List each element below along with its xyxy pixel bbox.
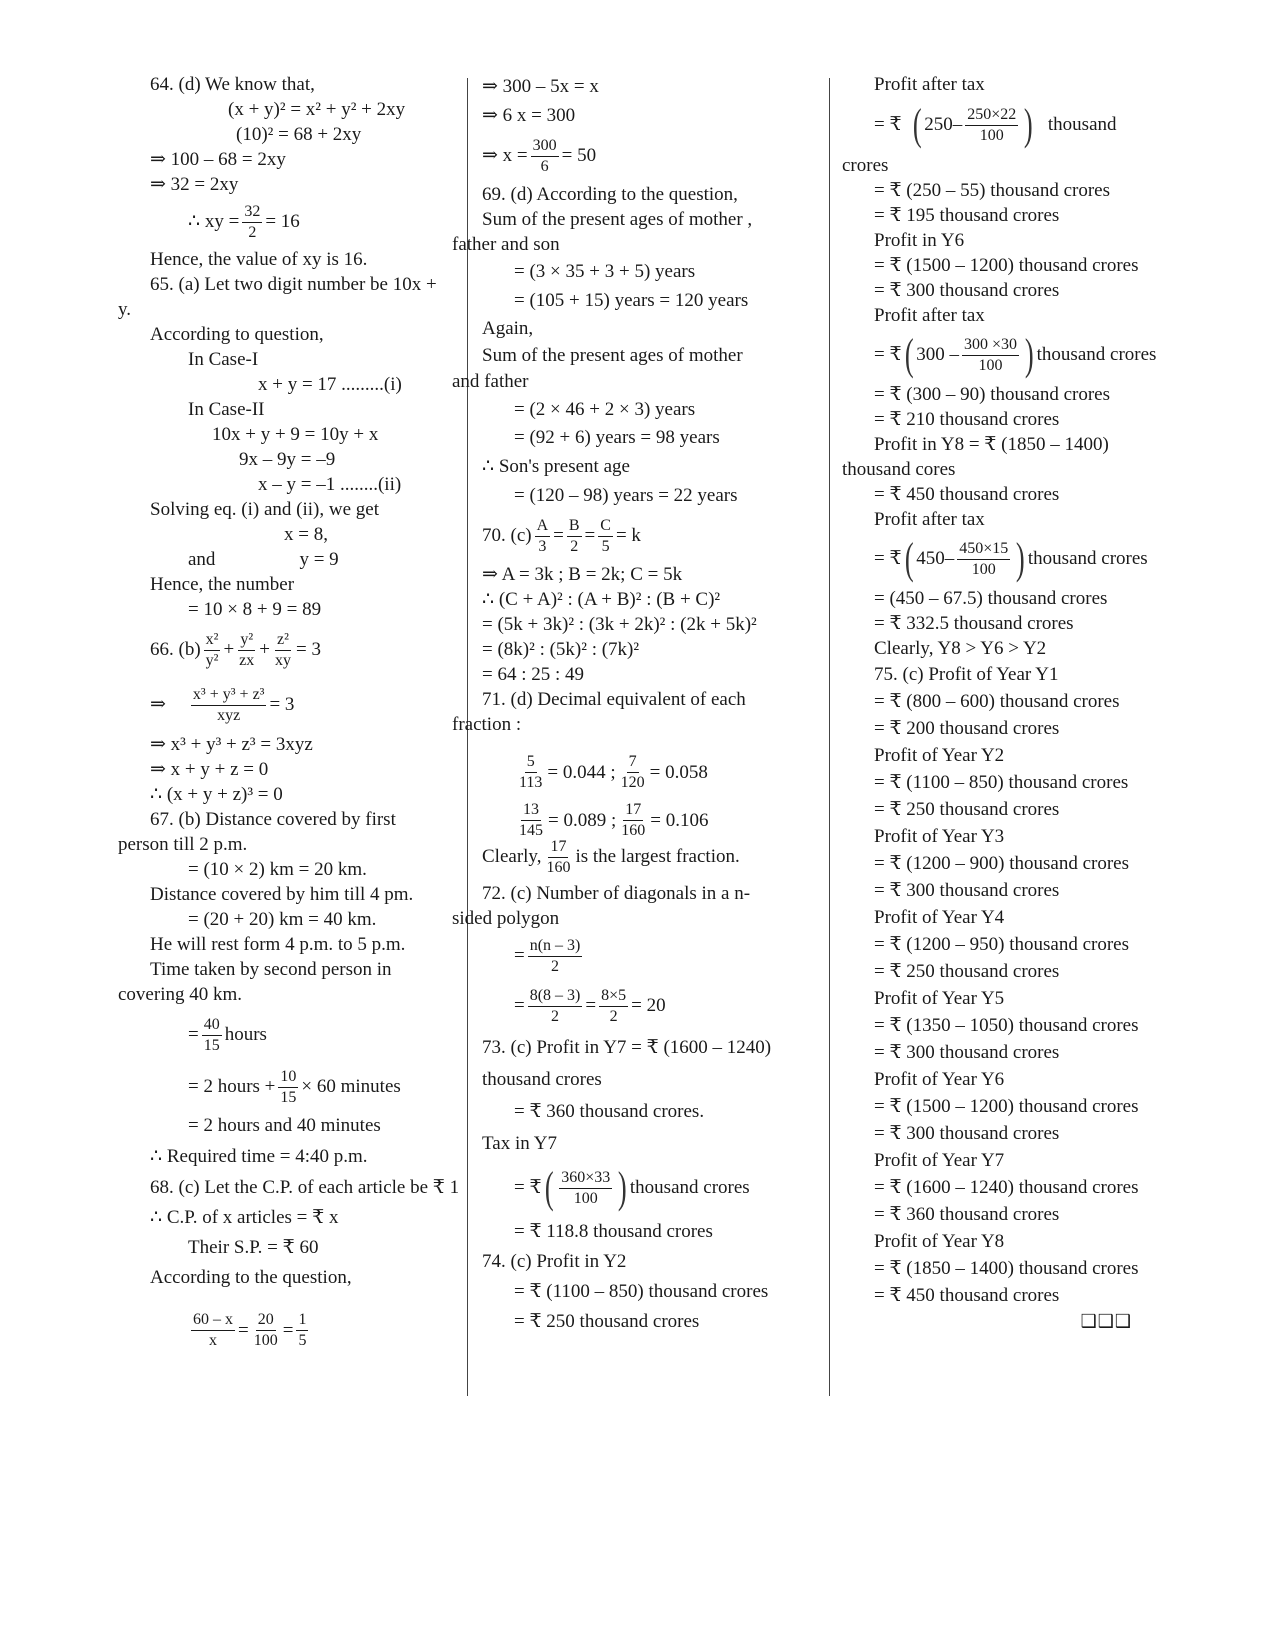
q74-step: = ₹ (1100 – 850) thousand crores	[514, 1281, 769, 1302]
q69-step: = (2 × 46 + 2 × 3) years	[514, 399, 696, 420]
q65-equation: 10x + y + 9 = 10y + x	[212, 424, 379, 445]
q66-step	[118, 678, 440, 732]
conclusion: Clearly, Y8 > Y6 > Y2	[874, 638, 1047, 659]
q67-conclusion: ∴ Required time = 4:40 p.m.	[150, 1146, 368, 1167]
denominator: x	[209, 1332, 217, 1349]
unit: hours	[224, 1024, 267, 1045]
step: = ₹ 210 thousand crores	[874, 409, 1060, 430]
and-label: and	[188, 549, 216, 570]
column-3	[842, 72, 1172, 1334]
q68-result	[482, 130, 822, 182]
q67-heading-cont: person till 2 p.m.	[118, 834, 248, 855]
year-profit-value: = ₹ 250 thousand crores	[874, 961, 1060, 982]
numerator: 1	[296, 1310, 308, 1331]
column-1	[118, 72, 460, 1349]
q64-conclusion: Hence, the value of xy is 16.	[150, 249, 368, 270]
right-paren-icon: )	[618, 1163, 627, 1212]
fraction	[191, 685, 267, 726]
fraction	[202, 1015, 222, 1056]
year-profit-calc: = ₹ (1350 – 1050) thousand crores	[874, 1015, 1139, 1036]
fraction	[528, 986, 583, 1027]
rupee-equals: = ₹	[874, 114, 902, 135]
q74-step: = ₹ 250 thousand crores	[514, 1311, 700, 1332]
q65-step: = 10 × 8 + 9 = 89	[188, 599, 322, 620]
equals: =	[514, 995, 525, 1016]
fraction	[957, 539, 1010, 580]
column-2	[452, 72, 822, 1337]
numerator: 300 ×30	[962, 335, 1019, 356]
q66-label: 66. (b)	[150, 639, 201, 660]
q75-heading: 75. (c) Profit of Year Y1	[874, 664, 1059, 685]
equals: =	[553, 525, 564, 546]
step: = ₹ 300 thousand crores	[874, 280, 1060, 301]
q69-step: Again,	[482, 318, 534, 339]
base-value: 450–	[916, 548, 955, 569]
denominator: 2	[551, 957, 560, 975]
q71-heading: 71. (d) Decimal equivalent of each	[482, 689, 746, 710]
q64-result	[118, 197, 440, 247]
year-profit-value: = ₹ 450 thousand crores	[874, 1285, 1060, 1306]
q69-step: = (105 + 15) years = 120 years	[514, 290, 749, 311]
numerator: 13	[521, 800, 541, 821]
denominator: 5	[298, 1332, 307, 1349]
q65-step: Solving eq. (i) and (ii), we get	[150, 499, 380, 520]
year-profit-value: = ₹ 200 thousand crores	[874, 718, 1060, 739]
clearly-label: Clearly,	[482, 846, 542, 867]
step: = ₹ (300 – 90) thousand crores	[874, 384, 1110, 405]
denominator: 15	[280, 1088, 297, 1106]
end-of-section-icon: ❑❑❑	[1080, 1311, 1132, 1332]
year-profit-label: Profit of Year Y8	[874, 1231, 1005, 1252]
q66-equals: = 3	[269, 694, 295, 715]
year-profit-label: Profit of Year Y6	[874, 1069, 1005, 1090]
step: = ₹ (1500 – 1200) thousand crores	[874, 255, 1139, 276]
fraction	[296, 1310, 308, 1351]
denominator: 2	[609, 1007, 618, 1025]
denominator: xyz	[217, 706, 241, 724]
q73-heading: 73. (c) Profit in Y7 = ₹ (1600 – 1240)	[482, 1037, 772, 1058]
tax-formula	[842, 532, 1172, 586]
q64-step: ⇒ 100 – 68 = 2xy	[150, 149, 286, 170]
q71-step: fraction :	[452, 714, 522, 735]
step: = ₹ (250 – 55) thousand crores	[874, 180, 1110, 201]
denominator: zx	[239, 651, 255, 669]
q64-heading: 64. (d) We know that,	[150, 74, 315, 95]
unit: thousand	[1047, 114, 1117, 135]
denominator: 3	[538, 537, 547, 555]
q67-step: covering 40 km.	[118, 984, 243, 1005]
numerator: 17	[548, 837, 568, 858]
fraction	[567, 516, 582, 557]
left-paren-icon: (	[904, 330, 914, 379]
fraction	[528, 936, 583, 977]
numerator: 60 – x	[191, 1310, 235, 1331]
q65-equation: x – y = –1 ........(ii)	[258, 474, 402, 495]
year-profit-calc: = ₹ (1500 – 1200) thousand crores	[874, 1096, 1139, 1117]
q64-step: ⇒ 32 = 2xy	[150, 174, 239, 195]
step: = ₹ 450 thousand crores	[874, 484, 1060, 505]
q69-step: ∴ Son's present age	[482, 456, 630, 477]
profit-label: Profit after tax	[874, 74, 985, 95]
q67-step	[118, 1063, 440, 1111]
denominator: 2	[551, 1007, 560, 1025]
q73-result: = ₹ 118.8 thousand crores	[514, 1221, 713, 1242]
q69-step: and father	[452, 371, 529, 392]
year-profit-calc: = ₹ (1600 – 1240) thousand crores	[874, 1177, 1139, 1198]
q68-step: ∴ C.P. of x articles = ₹ x	[150, 1207, 339, 1228]
unit: thousand crores	[629, 1177, 750, 1198]
q65-step: Hence, the number	[150, 574, 295, 595]
unit: thousand crores	[1036, 344, 1157, 365]
numerator: 8(8 – 3)	[528, 986, 583, 1007]
numerator: 360×33	[559, 1168, 612, 1189]
year-profit-calc: = ₹ (800 – 600) thousand crores	[874, 691, 1120, 712]
denominator: 100	[253, 1332, 278, 1349]
fraction	[535, 516, 551, 557]
q67-step	[118, 1007, 440, 1063]
numerator: 5	[525, 752, 537, 773]
q66-equals: = 3	[296, 639, 321, 660]
decimal-value: = 0.106	[650, 809, 709, 831]
q66-step: ⇒ x³ + y³ + z³ = 3xyz	[150, 734, 313, 755]
q71-step	[482, 785, 822, 839]
unit: thousand crores	[1027, 548, 1148, 569]
q74-heading: 74. (c) Profit in Y2	[482, 1251, 627, 1272]
q64-result-rhs: = 16	[265, 211, 300, 232]
unit-cont: thousand cores	[842, 459, 956, 480]
numerator: x³ + y³ + z³	[191, 685, 267, 706]
right-paren-icon: )	[1024, 330, 1034, 379]
result: = 20	[631, 995, 666, 1016]
profit-label: Profit after tax	[874, 305, 985, 326]
q65-equation: 9x – 9y = –9	[239, 449, 336, 470]
q68-equation	[118, 1293, 440, 1349]
year-profit-value: = ₹ 360 thousand crores	[874, 1204, 1060, 1225]
q69-step: = (3 × 35 + 3 + 5) years	[514, 261, 696, 282]
numerator: 7	[627, 752, 639, 773]
denominator: 5	[601, 537, 610, 555]
numerator: x²	[204, 630, 221, 651]
numerator: 250×22	[965, 105, 1018, 126]
fraction	[191, 1310, 235, 1351]
denominator: 2	[248, 223, 257, 241]
year-profit-value: = ₹ 250 thousand crores	[874, 799, 1060, 820]
q73-step: thousand crores	[482, 1069, 602, 1090]
q72-result	[482, 981, 822, 1031]
equals: =	[585, 995, 597, 1016]
q65-step: x = 8,	[284, 524, 328, 545]
left-paren-icon: (	[544, 1163, 554, 1212]
year-profit-value: = ₹ 300 thousand crores	[874, 1042, 1060, 1063]
numerator: 32	[242, 202, 262, 223]
denominator: 160	[546, 858, 571, 876]
fraction	[544, 837, 572, 878]
column-divider	[829, 78, 830, 1396]
year-profit-label: Profit of Year Y2	[874, 745, 1005, 766]
q65-heading: 65. (a) Let two digit number be 10x +	[150, 274, 437, 295]
q67-step: = (10 × 2) km = 20 km.	[188, 859, 367, 880]
q67-step: = 2 hours and 40 minutes	[188, 1115, 381, 1136]
numerator: 40	[202, 1015, 222, 1036]
numerator: B	[567, 516, 582, 537]
year-profit-label: Profit of Year Y7	[874, 1150, 1005, 1171]
unit-cont: crores	[842, 155, 889, 176]
q69-heading: 69. (d) According to the question,	[482, 184, 738, 205]
numerator: 300	[531, 136, 559, 157]
q73-formula	[482, 1159, 822, 1217]
q64-step: (10)² = 68 + 2xy	[236, 124, 362, 145]
q70-step: = 64 : 25 : 49	[482, 664, 585, 685]
q65-step: In Case-I	[188, 349, 259, 370]
right-paren-icon: )	[1024, 100, 1033, 149]
numerator: C	[598, 516, 613, 537]
numerator: y²	[238, 630, 255, 651]
rupee-equals: = ₹	[874, 344, 902, 365]
q69-step: Sum of the present ages of mother ,	[482, 209, 753, 230]
year-profit-calc: = ₹ (1100 – 850) thousand crores	[874, 772, 1129, 793]
q66-step: ⇒ x + y + z = 0	[150, 759, 269, 780]
q68-step: ⇒ 6 x = 300	[482, 105, 576, 126]
denominator: 100	[971, 560, 996, 578]
step: = (450 – 67.5) thousand crores	[874, 588, 1108, 609]
denominator: 145	[519, 822, 543, 839]
q65-step: In Case-II	[188, 399, 265, 420]
q69-step: = (92 + 6) years = 98 years	[514, 427, 720, 448]
tax-formula	[842, 97, 1172, 153]
numerator: 17	[623, 800, 643, 821]
year-profit-label: Profit of Year Y5	[874, 988, 1005, 1009]
denominator: 100	[573, 1189, 598, 1207]
denominator: xy	[275, 651, 291, 669]
q65-step: According to question,	[150, 324, 324, 345]
year-profit-calc: = ₹ (1200 – 950) thousand crores	[874, 934, 1129, 955]
q66-step: ∴ (x + y + z)³ = 0	[150, 784, 283, 805]
q71-conclusion	[482, 833, 822, 881]
denominator: 113	[519, 774, 543, 791]
numerator: n(n – 3)	[528, 936, 583, 957]
right-paren-icon: )	[1016, 534, 1025, 583]
q65-step	[118, 547, 440, 572]
fraction	[237, 630, 256, 671]
q71-step	[482, 737, 822, 791]
tax-formula	[842, 328, 1172, 382]
denominator: y²	[205, 651, 219, 669]
q65-equation: x + y = 17 .........(i)	[258, 374, 402, 395]
fraction	[273, 630, 293, 671]
fraction	[252, 1310, 280, 1351]
fraction	[531, 136, 559, 177]
y-value: y = 9	[299, 549, 339, 570]
denominator: 100	[979, 126, 1004, 144]
q70-label: 70. (c)	[482, 525, 532, 546]
equals: =	[514, 945, 525, 966]
q67-step: He will rest form 4 p.m. to 5 p.m.	[150, 934, 406, 955]
q70-step: ⇒ A = 3k ; B = 2k; C = 5k	[482, 564, 683, 585]
fraction	[559, 1168, 612, 1209]
q67-step: Time taken by second person in	[150, 959, 392, 980]
denominator: 160	[621, 822, 646, 839]
lhs: = 2 hours +	[188, 1076, 276, 1097]
step: = ₹ 195 thousand crores	[874, 205, 1060, 226]
fraction	[204, 630, 221, 671]
base-value: 250–	[924, 114, 963, 135]
fraction	[242, 202, 262, 243]
q70-heading	[482, 510, 822, 562]
q64-result-lhs: ∴ xy =	[188, 211, 240, 232]
left-paren-icon: (	[904, 534, 914, 583]
fraction	[599, 986, 628, 1027]
q69-conclusion: = (120 – 98) years = 22 years	[514, 485, 738, 506]
step: = ₹ 332.5 thousand crores	[874, 613, 1074, 634]
q67-heading: 67. (b) Distance covered by first	[150, 809, 396, 830]
fraction	[965, 105, 1018, 146]
left-paren-icon: (	[912, 100, 922, 149]
numerator: 8×5	[599, 986, 628, 1007]
rhs: × 60 minutes	[301, 1076, 401, 1097]
numerator: 450×15	[957, 539, 1010, 560]
rupee-equals: = ₹	[514, 1177, 542, 1198]
q70-step: = (8k)² : (5k)² : (7k)²	[482, 639, 640, 660]
step: Profit in Y6	[874, 230, 965, 251]
numerator: A	[535, 516, 551, 537]
fraction	[962, 335, 1019, 376]
q68-step: According to the question,	[150, 1267, 352, 1288]
decimal-value: = 0.044 ;	[547, 761, 616, 783]
base-value: 300 –	[916, 344, 959, 365]
year-profit-value: = ₹ 300 thousand crores	[874, 1123, 1060, 1144]
column-divider	[467, 78, 468, 1396]
decimal-value: = 0.089 ;	[548, 809, 617, 831]
denominator: 2	[570, 537, 579, 555]
numerator: 20	[256, 1310, 276, 1331]
profit-label: Profit after tax	[874, 509, 985, 530]
implies-symbol: ⇒	[150, 694, 166, 715]
q68-heading: 68. (c) Let the C.P. of each article be ₹ 1	[150, 1177, 460, 1198]
equals: =	[188, 1024, 199, 1045]
year-profit-label: Profit of Year Y3	[874, 826, 1005, 847]
rhs: = 50	[561, 145, 597, 166]
q67-step: = (20 + 20) km = 40 km.	[188, 909, 377, 930]
denominator: 15	[203, 1036, 220, 1054]
q72-formula	[482, 931, 822, 981]
denominator: 6	[540, 157, 549, 175]
q69-step: Sum of the present ages of mother	[482, 345, 743, 366]
year-profit-calc: = ₹ (1850 – 1400) thousand crores	[874, 1258, 1139, 1279]
q70-step: ∴ (C + A)² : (A + B)² : (B + C)²	[482, 589, 721, 610]
equals: =	[584, 525, 596, 546]
q73-step: = ₹ 360 thousand crores.	[514, 1101, 705, 1122]
q66-heading: 66. (b) $\frac{\text{x²}}{\text{y²}}$ + $\frac{\text{y²}}{zx}$ + $\frac{\text{z²}}{xy}$ = 3	[118, 622, 440, 678]
fraction	[598, 516, 613, 557]
numerator: 10	[278, 1067, 298, 1088]
denominator: 100	[978, 356, 1003, 374]
q72-heading: 72. (c) Number of diagonals in a n-	[482, 883, 751, 904]
year-profit-label: Profit of Year Y4	[874, 907, 1005, 928]
q67-step: Distance covered by him till 4 pm.	[150, 884, 414, 905]
q70-step: = (5k + 3k)² : (3k + 2k)² : (2k + 5k)²	[482, 614, 757, 635]
rupee-equals: = ₹	[874, 548, 902, 569]
q64-step: (x + y)² = x² + y² + 2xy	[228, 99, 406, 120]
step: Profit in Y8 = ₹ (1850 – 1400)	[874, 434, 1109, 455]
q70-k: = k	[615, 525, 641, 546]
equals: =	[282, 1319, 294, 1341]
q68-step: Their S.P. = ₹ 60	[188, 1237, 319, 1258]
q69-step: father and son	[452, 234, 560, 255]
year-profit-calc: = ₹ (1200 – 900) thousand crores	[874, 853, 1129, 874]
q73-step: Tax in Y7	[482, 1133, 558, 1154]
fraction	[278, 1067, 298, 1108]
lhs: ⇒ x =	[482, 145, 528, 166]
denominator: 120	[620, 774, 645, 791]
q72-step: sided polygon	[452, 908, 560, 929]
q65-heading-cont: y.	[118, 299, 132, 320]
q68-step: ⇒ 300 – 5x = x	[482, 76, 599, 97]
equals: =	[238, 1319, 249, 1341]
year-profit-value: = ₹ 300 thousand crores	[874, 880, 1060, 901]
numerator: z²	[275, 630, 291, 651]
decimal-value: = 0.058	[649, 761, 708, 783]
conclusion-text: is the largest fraction.	[575, 846, 740, 867]
